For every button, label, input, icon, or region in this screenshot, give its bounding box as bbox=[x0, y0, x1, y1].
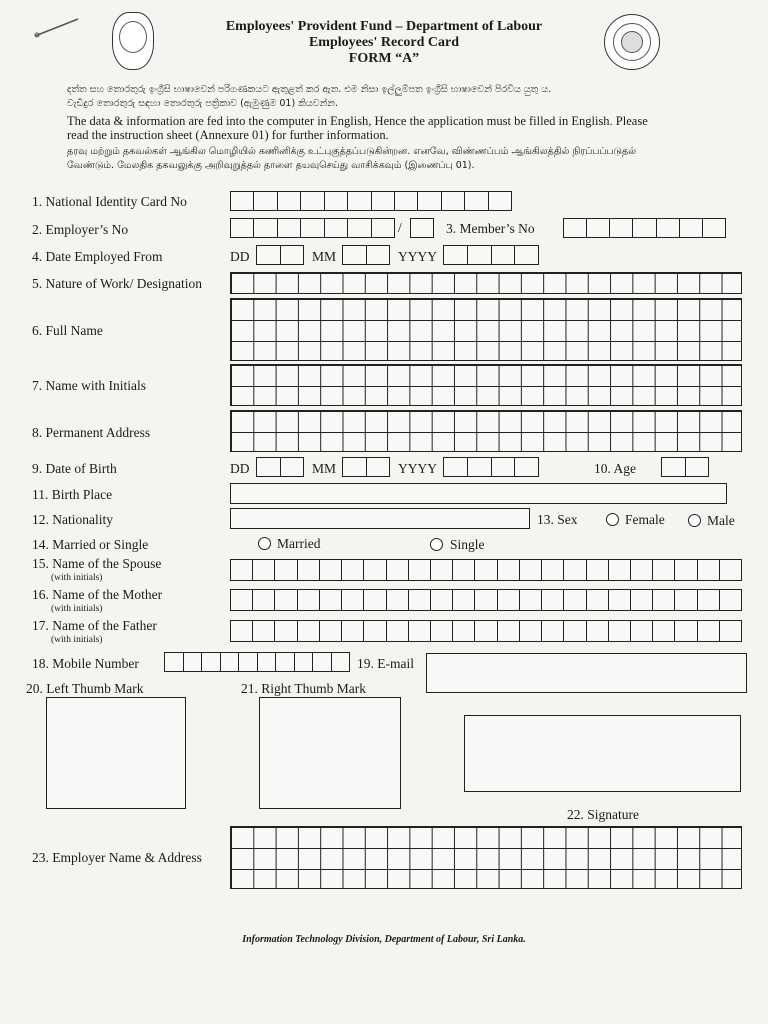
input-cell[interactable] bbox=[465, 192, 488, 210]
input-cell[interactable] bbox=[253, 621, 275, 641]
input-cell[interactable] bbox=[281, 458, 304, 476]
father-with-initials-note: (with initials) bbox=[51, 635, 103, 645]
input-cell[interactable] bbox=[686, 458, 709, 476]
dob-day-input[interactable] bbox=[256, 457, 304, 477]
sex-male-label: Male bbox=[707, 513, 735, 528]
input-cell[interactable] bbox=[295, 653, 314, 671]
tamil-notice-line-1: தரவு மற்றும் தகவல்கள் ஆங்கில மொழியில் கணினிக்கு உட்புகுத்தப்படுகின்றன. எனவே, விண்ணப்பம் ஆங்கிலத்தில் நிரப்பப்படுதல் bbox=[67, 146, 637, 157]
dob-yyyy-label: YYYY bbox=[398, 461, 437, 476]
input-cell[interactable] bbox=[320, 621, 342, 641]
members-no-input[interactable] bbox=[563, 218, 726, 238]
signature-label: 22. Signature bbox=[567, 807, 639, 822]
mobile-number-input[interactable] bbox=[164, 652, 350, 672]
input-cell[interactable] bbox=[320, 560, 342, 580]
input-cell[interactable] bbox=[587, 219, 610, 237]
input-cell[interactable] bbox=[542, 590, 564, 610]
input-cell[interactable] bbox=[342, 590, 364, 610]
designation-input[interactable] bbox=[230, 272, 742, 294]
date-employed-day-input[interactable] bbox=[256, 245, 304, 265]
date-employed-dd-label: DD bbox=[230, 249, 250, 264]
sinhala-notice-line-2: වැඩිදුර තොරතුරු සඳහා තොරතුරු පත්‍රිකාව (ඇමුණුම 01) කියවන්න. bbox=[67, 98, 339, 109]
input-cell[interactable] bbox=[662, 458, 686, 476]
email-label: 19. E-mail bbox=[357, 656, 414, 671]
tamil-notice-line-2: வேண்டும். மேலதிக தகவலுக்கு அறிவுறுத்தல் தாளை தயவுசெய்து வாசிக்கவும் (இணைப்பு 01). bbox=[67, 160, 475, 171]
input-cell[interactable] bbox=[542, 621, 564, 641]
dob-year-input[interactable] bbox=[443, 457, 539, 477]
input-cell[interactable] bbox=[587, 590, 609, 610]
input-cell[interactable] bbox=[325, 219, 348, 237]
date-employed-month-input[interactable] bbox=[342, 245, 390, 265]
name-with-initials-label: 7. Name with Initials bbox=[32, 378, 146, 393]
input-cell[interactable] bbox=[489, 192, 511, 210]
input-cell[interactable] bbox=[364, 560, 386, 580]
input-cell[interactable] bbox=[258, 653, 277, 671]
form-title-line-2: Employees' Record Card bbox=[308, 35, 460, 50]
input-cell[interactable] bbox=[253, 590, 275, 610]
input-cell[interactable] bbox=[609, 560, 631, 580]
input-cell[interactable] bbox=[609, 590, 631, 610]
footer-credit: Information Technology Division, Department of Labour, Sri Lanka. bbox=[242, 934, 526, 945]
input-cell[interactable] bbox=[657, 219, 680, 237]
sex-female-radio[interactable] bbox=[606, 513, 619, 526]
input-cell[interactable] bbox=[275, 560, 297, 580]
input-cell[interactable] bbox=[475, 621, 497, 641]
input-cell[interactable] bbox=[253, 560, 275, 580]
input-cell[interactable] bbox=[720, 560, 741, 580]
full-name-label: 6. Full Name bbox=[32, 323, 103, 338]
input-cell[interactable] bbox=[409, 560, 431, 580]
input-cell[interactable] bbox=[698, 590, 720, 610]
form-title-line-3: FORM “A” bbox=[348, 51, 420, 66]
input-cell[interactable] bbox=[298, 621, 320, 641]
input-cell[interactable] bbox=[231, 621, 253, 641]
dob-month-input[interactable] bbox=[342, 457, 390, 477]
input-cell[interactable] bbox=[653, 621, 675, 641]
date-employed-year-input[interactable] bbox=[443, 245, 539, 265]
input-cell[interactable] bbox=[498, 590, 520, 610]
input-cell[interactable] bbox=[332, 653, 350, 671]
input-cell[interactable] bbox=[653, 560, 675, 580]
input-cell[interactable] bbox=[343, 246, 367, 264]
age-label: 10. Age bbox=[594, 461, 636, 476]
input-cell[interactable] bbox=[587, 560, 609, 580]
sex-female-label: Female bbox=[625, 512, 665, 527]
input-cell[interactable] bbox=[231, 219, 254, 237]
input-cell[interactable] bbox=[325, 192, 348, 210]
input-cell[interactable] bbox=[453, 590, 475, 610]
input-cell[interactable] bbox=[475, 560, 497, 580]
input-cell[interactable] bbox=[631, 560, 653, 580]
right-thumb-mark-label: 21. Right Thumb Mark bbox=[241, 681, 367, 696]
input-cell[interactable] bbox=[492, 458, 516, 476]
nationality-input[interactable] bbox=[230, 508, 530, 529]
input-cell[interactable] bbox=[301, 192, 324, 210]
spouse-name-input[interactable] bbox=[230, 559, 742, 581]
english-notice-line-1: The data & information are fed into the computer in English, Hence the application must be filled in English. Please bbox=[67, 114, 648, 128]
date-employed-label: 4. Date Employed From bbox=[32, 249, 163, 264]
input-cell[interactable] bbox=[468, 246, 492, 264]
input-cell[interactable] bbox=[515, 246, 538, 264]
input-cell[interactable] bbox=[698, 560, 720, 580]
input-cell[interactable] bbox=[631, 621, 653, 641]
permanent-address-input[interactable] bbox=[230, 410, 742, 452]
birth-place-input[interactable] bbox=[230, 483, 727, 504]
input-cell[interactable] bbox=[275, 590, 297, 610]
input-cell[interactable] bbox=[342, 560, 364, 580]
mother-with-initials-note: (with initials) bbox=[51, 604, 103, 614]
input-cell[interactable] bbox=[275, 621, 297, 641]
input-cell[interactable] bbox=[720, 621, 741, 641]
input-cell[interactable] bbox=[342, 621, 364, 641]
input-cell[interactable] bbox=[675, 590, 697, 610]
input-cell[interactable] bbox=[278, 219, 301, 237]
input-cell[interactable] bbox=[367, 246, 390, 264]
input-cell[interactable] bbox=[231, 192, 254, 210]
input-cell[interactable] bbox=[542, 560, 564, 580]
employer-no-label: 2. Employer’s No bbox=[32, 222, 129, 237]
spouse-with-initials-note: (with initials) bbox=[51, 573, 103, 583]
input-cell[interactable] bbox=[313, 653, 332, 671]
input-cell[interactable] bbox=[411, 219, 433, 237]
input-cell[interactable] bbox=[698, 621, 720, 641]
full-name-input[interactable] bbox=[230, 298, 742, 361]
input-cell[interactable] bbox=[609, 621, 631, 641]
input-cell[interactable] bbox=[633, 219, 656, 237]
input-cell[interactable] bbox=[520, 560, 542, 580]
name-with-initials-input[interactable] bbox=[230, 364, 742, 406]
married-radio[interactable] bbox=[258, 537, 271, 550]
single-radio[interactable] bbox=[430, 538, 443, 551]
married-label: Married bbox=[277, 536, 321, 551]
input-cell[interactable] bbox=[720, 590, 741, 610]
members-no-label: 3. Member’s No bbox=[446, 221, 535, 236]
input-cell[interactable] bbox=[631, 590, 653, 610]
input-cell[interactable] bbox=[610, 219, 633, 237]
input-cell[interactable] bbox=[364, 621, 386, 641]
single-label: Single bbox=[450, 537, 485, 552]
input-cell[interactable] bbox=[703, 219, 725, 237]
employer-no-input[interactable] bbox=[230, 218, 395, 238]
input-cell[interactable] bbox=[587, 621, 609, 641]
input-cell[interactable] bbox=[453, 621, 475, 641]
input-cell[interactable] bbox=[418, 192, 441, 210]
input-cell[interactable] bbox=[343, 458, 367, 476]
input-cell[interactable] bbox=[444, 246, 468, 264]
input-cell[interactable] bbox=[431, 590, 453, 610]
mobile-number-label: 18. Mobile Number bbox=[32, 656, 139, 671]
date-of-birth-label: 9. Date of Birth bbox=[32, 461, 117, 476]
left-thumb-mark-label: 20. Left Thumb Mark bbox=[26, 681, 144, 696]
input-cell[interactable] bbox=[653, 590, 675, 610]
input-cell[interactable] bbox=[276, 653, 295, 671]
designation-label: 5. Nature of Work/ Designation bbox=[32, 276, 203, 291]
input-cell[interactable] bbox=[409, 590, 431, 610]
right-thumb-mark-box[interactable] bbox=[259, 697, 401, 809]
birth-place-label: 11. Birth Place bbox=[32, 487, 113, 502]
input-cell[interactable] bbox=[257, 458, 281, 476]
input-cell[interactable] bbox=[387, 560, 409, 580]
input-cell[interactable] bbox=[564, 621, 586, 641]
nic-input[interactable] bbox=[230, 191, 512, 211]
email-input[interactable] bbox=[426, 653, 747, 693]
input-cell[interactable] bbox=[453, 560, 475, 580]
input-cell[interactable] bbox=[409, 621, 431, 641]
english-notice-line-2: read the instruction sheet (Annexure 01) for further information. bbox=[67, 128, 389, 142]
civil-status-label: 14. Married or Single bbox=[32, 537, 149, 552]
date-employed-yyyy-label: YYYY bbox=[398, 249, 437, 264]
input-cell[interactable] bbox=[165, 653, 184, 671]
employer-no-separator: / bbox=[398, 220, 402, 235]
sinhala-notice-line-1: දත්ත සහ තොරතුරු ඉංග්‍රීසි භාෂාවෙන් පරිගණකයට ඇතුළත් කර ඇත. එම නිසා ඉල්ලුම්පත ඉංග්‍රීසි භාෂාවෙන් පිරවිය යුතු ය. bbox=[67, 84, 552, 95]
input-cell[interactable] bbox=[239, 653, 258, 671]
input-cell[interactable] bbox=[515, 458, 538, 476]
input-cell[interactable] bbox=[475, 590, 497, 610]
input-cell[interactable] bbox=[520, 621, 542, 641]
input-cell[interactable] bbox=[431, 621, 453, 641]
input-cell[interactable] bbox=[387, 590, 409, 610]
input-cell[interactable] bbox=[444, 458, 468, 476]
spouse-name-label: 15. Name of the Spouse bbox=[32, 556, 162, 571]
input-cell[interactable] bbox=[298, 560, 320, 580]
date-employed-mm-label: MM bbox=[312, 249, 337, 264]
input-cell[interactable] bbox=[348, 192, 371, 210]
input-cell[interactable] bbox=[348, 219, 371, 237]
employer-name-address-input[interactable] bbox=[230, 826, 742, 889]
input-cell[interactable] bbox=[372, 219, 394, 237]
dob-dd-label: DD bbox=[230, 461, 250, 476]
form-title-line-1: Employees' Provident Fund – Department of Labour bbox=[225, 19, 543, 34]
input-cell[interactable] bbox=[564, 590, 586, 610]
employer-no-suffix-input[interactable] bbox=[410, 218, 434, 238]
employer-name-address-label: 23. Employer Name & Address bbox=[32, 850, 202, 865]
input-cell[interactable] bbox=[254, 219, 277, 237]
left-thumb-mark-box[interactable] bbox=[46, 697, 186, 809]
input-cell[interactable] bbox=[675, 621, 697, 641]
input-cell[interactable] bbox=[281, 246, 304, 264]
sex-male-radio[interactable] bbox=[688, 514, 701, 527]
nic-label: 1. National Identity Card No bbox=[32, 194, 187, 209]
input-cell[interactable] bbox=[320, 590, 342, 610]
input-cell[interactable] bbox=[442, 192, 465, 210]
father-name-input[interactable] bbox=[230, 620, 742, 642]
age-input[interactable] bbox=[661, 457, 709, 477]
input-cell[interactable] bbox=[431, 560, 453, 580]
input-cell[interactable] bbox=[387, 621, 409, 641]
input-cell[interactable] bbox=[278, 192, 301, 210]
input-cell[interactable] bbox=[254, 192, 277, 210]
dob-mm-label: MM bbox=[312, 461, 337, 476]
father-name-label: 17. Name of the Father bbox=[32, 618, 157, 633]
input-cell[interactable] bbox=[680, 219, 703, 237]
input-cell[interactable] bbox=[231, 560, 253, 580]
nationality-label: 12. Nationality bbox=[32, 512, 113, 527]
input-cell[interactable] bbox=[367, 458, 390, 476]
input-cell[interactable] bbox=[298, 590, 320, 610]
sex-label: 13. Sex bbox=[537, 512, 578, 527]
input-cell[interactable] bbox=[364, 590, 386, 610]
input-cell[interactable] bbox=[202, 653, 221, 671]
input-cell[interactable] bbox=[184, 653, 203, 671]
input-cell[interactable] bbox=[221, 653, 240, 671]
input-cell[interactable] bbox=[492, 246, 516, 264]
input-cell[interactable] bbox=[564, 560, 586, 580]
mother-name-label: 16. Name of the Mother bbox=[32, 587, 163, 602]
signature-box[interactable] bbox=[464, 715, 741, 792]
input-cell[interactable] bbox=[395, 192, 418, 210]
input-cell[interactable] bbox=[231, 590, 253, 610]
input-cell[interactable] bbox=[301, 219, 324, 237]
input-cell[interactable] bbox=[498, 621, 520, 641]
input-cell[interactable] bbox=[372, 192, 395, 210]
input-cell[interactable] bbox=[257, 246, 281, 264]
input-cell[interactable] bbox=[468, 458, 492, 476]
input-cell[interactable] bbox=[564, 219, 587, 237]
input-cell[interactable] bbox=[520, 590, 542, 610]
input-cell[interactable] bbox=[498, 560, 520, 580]
permanent-address-label: 8. Permanent Address bbox=[32, 425, 151, 440]
mother-name-input[interactable] bbox=[230, 589, 742, 611]
input-cell[interactable] bbox=[675, 560, 697, 580]
